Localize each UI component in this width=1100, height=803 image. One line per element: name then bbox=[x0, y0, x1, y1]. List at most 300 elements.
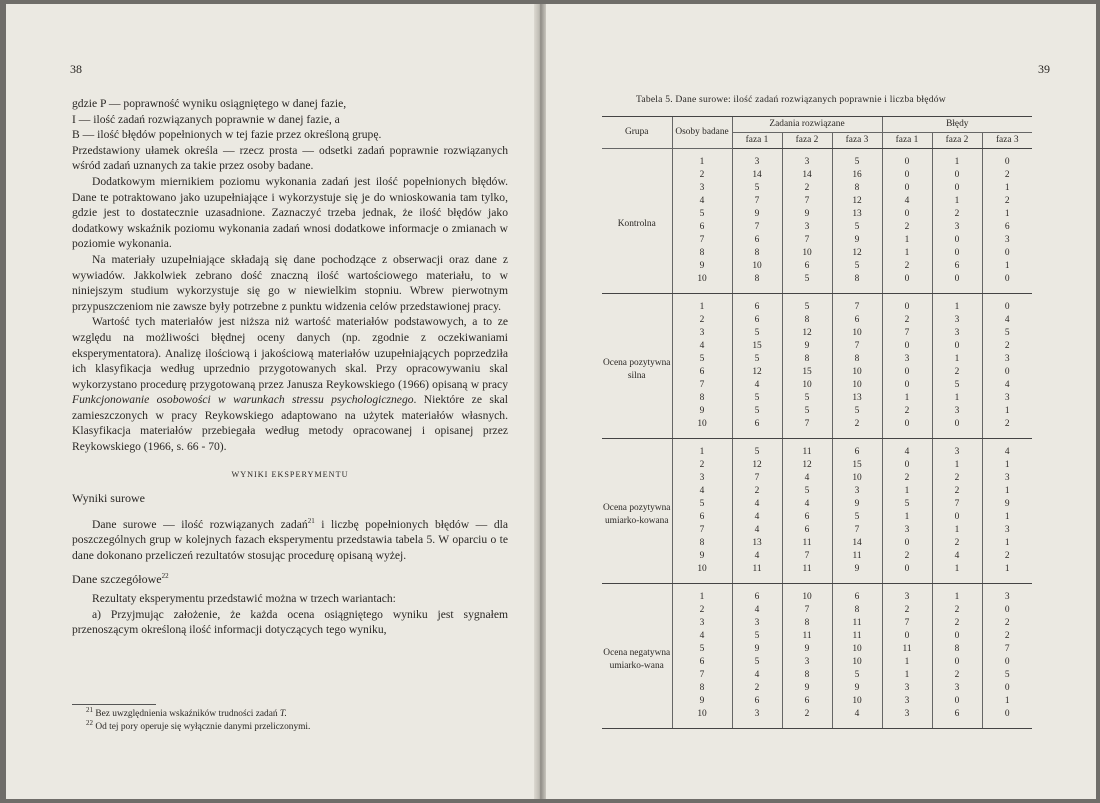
table-cell: 7 bbox=[882, 327, 932, 340]
table-body bbox=[602, 149, 1032, 729]
table-cell: 2 bbox=[982, 617, 1032, 630]
table-cell: 1 bbox=[672, 301, 732, 314]
header-osoby: Osoby badane bbox=[672, 117, 732, 149]
table-cell: 0 bbox=[982, 682, 1032, 695]
header-zadania-faza2: faza 2 bbox=[782, 133, 832, 149]
table-cell: 7 bbox=[782, 418, 832, 431]
table-cell: 9 bbox=[672, 405, 732, 418]
table-cell: 5 bbox=[832, 221, 882, 234]
table-cell: 6 bbox=[782, 260, 832, 273]
table-cell: 5 bbox=[782, 405, 832, 418]
table-row bbox=[602, 156, 1032, 169]
table-cell: 1 bbox=[932, 524, 982, 537]
table-cell: 1 bbox=[932, 392, 982, 405]
table-cell: 1 bbox=[932, 301, 982, 314]
table-cell: 5 bbox=[732, 630, 782, 643]
table-cell: 6 bbox=[982, 221, 1032, 234]
table-cell: 4 bbox=[982, 314, 1032, 327]
table-cell: 4 bbox=[782, 472, 832, 485]
table-cell: 0 bbox=[882, 340, 932, 353]
table-cell: 7 bbox=[672, 524, 732, 537]
book-gutter bbox=[534, 4, 546, 799]
table-cell: 2 bbox=[882, 472, 932, 485]
table-cell: 6 bbox=[732, 695, 782, 708]
table-cell: 15 bbox=[732, 340, 782, 353]
table-cell: 2 bbox=[672, 604, 732, 617]
table-cell: 0 bbox=[932, 630, 982, 643]
table-cell: 11 bbox=[832, 550, 882, 563]
table-cell: 1 bbox=[982, 537, 1032, 550]
table-cell: 13 bbox=[832, 208, 882, 221]
footnote bbox=[86, 705, 506, 721]
table-cell: 12 bbox=[732, 366, 782, 379]
table-cell: 2 bbox=[932, 537, 982, 550]
table-cell: 1 bbox=[882, 669, 932, 682]
table-cell: 4 bbox=[732, 524, 782, 537]
table-cell: 1 bbox=[982, 485, 1032, 498]
table-cell: 2 bbox=[932, 485, 982, 498]
table-cell: 0 bbox=[982, 247, 1032, 260]
table-cell: 5 bbox=[832, 511, 882, 524]
table-cell: 8 bbox=[672, 682, 732, 695]
table-cell: 4 bbox=[782, 498, 832, 511]
group-spacer bbox=[602, 439, 1032, 447]
table-cell: 3 bbox=[932, 682, 982, 695]
footnote bbox=[86, 718, 506, 734]
table-cell: 0 bbox=[982, 656, 1032, 669]
table-cell: 0 bbox=[882, 366, 932, 379]
table-cell: 3 bbox=[672, 472, 732, 485]
table-row bbox=[602, 301, 1032, 314]
table-cell: 3 bbox=[732, 156, 782, 169]
table-cell: 7 bbox=[832, 340, 882, 353]
table-cell: 4 bbox=[672, 195, 732, 208]
table-cell: 11 bbox=[882, 643, 932, 656]
header-bledy-faza2: faza 2 bbox=[932, 133, 982, 149]
table-cell: 0 bbox=[932, 511, 982, 524]
table-cell: 5 bbox=[782, 485, 832, 498]
header-zadania: Zadania rozwiązane bbox=[732, 117, 882, 133]
table-cell: 8 bbox=[782, 617, 832, 630]
header-zadania-faza3: faza 3 bbox=[832, 133, 882, 149]
paragraph: Przedstawiony ułamek określa — rzecz prosta — odsetki zadań poprawnie rozwiązanych wśród zadań uznanych za takie przez osoby badane. bbox=[72, 143, 508, 173]
header-bledy: Błędy bbox=[882, 117, 1032, 133]
table-cell: 6 bbox=[782, 695, 832, 708]
paragraph bbox=[72, 517, 508, 564]
table-cell: 10 bbox=[672, 273, 732, 286]
table-cell: 0 bbox=[882, 630, 932, 643]
paragraph: Rezultaty eksperymentu przedstawić można w trzech wariantach: bbox=[92, 592, 396, 606]
table-cell: 0 bbox=[982, 156, 1032, 169]
table-cell: 9 bbox=[782, 340, 832, 353]
table-cell: 3 bbox=[832, 485, 882, 498]
table-cell: 7 bbox=[832, 301, 882, 314]
table-cell: 7 bbox=[672, 379, 732, 392]
table-cell: 1 bbox=[672, 156, 732, 169]
table-cell: 3 bbox=[932, 314, 982, 327]
table-cell: 7 bbox=[982, 643, 1032, 656]
table-cell: 4 bbox=[982, 379, 1032, 392]
table-cell: 3 bbox=[932, 405, 982, 418]
table-cell: 1 bbox=[982, 695, 1032, 708]
footnote-divider bbox=[72, 704, 156, 705]
subheading: Wyniki surowe bbox=[72, 491, 145, 506]
table-cell: 10 bbox=[782, 591, 832, 604]
table-cell: 5 bbox=[782, 301, 832, 314]
table-cell: 3 bbox=[882, 353, 932, 366]
table-cell: 1 bbox=[882, 247, 932, 260]
table-cell: 0 bbox=[882, 169, 932, 182]
table-cell: 2 bbox=[932, 208, 982, 221]
table-cell: 5 bbox=[672, 353, 732, 366]
table-cell: 0 bbox=[982, 604, 1032, 617]
table-cell: 8 bbox=[832, 353, 882, 366]
table-cell: 3 bbox=[932, 221, 982, 234]
table-cell: 8 bbox=[932, 643, 982, 656]
table-cell: 0 bbox=[932, 169, 982, 182]
table-cell: 6 bbox=[932, 708, 982, 721]
table-cell: 9 bbox=[782, 643, 832, 656]
table-cell: 1 bbox=[932, 563, 982, 576]
table-cell: 10 bbox=[832, 643, 882, 656]
table-cell: 14 bbox=[732, 169, 782, 182]
table-cell: 3 bbox=[982, 472, 1032, 485]
table-cell: 1 bbox=[982, 260, 1032, 273]
table-cell: 0 bbox=[882, 273, 932, 286]
table-cell: 3 bbox=[672, 327, 732, 340]
table-cell: 6 bbox=[832, 314, 882, 327]
book-spread bbox=[6, 4, 1096, 799]
table-cell: 3 bbox=[982, 524, 1032, 537]
table-cell: 6 bbox=[832, 446, 882, 459]
table-caption: Tabela 5. Dane surowe: ilość zadań rozwiązanych poprawnie i liczba błędów bbox=[636, 94, 946, 105]
table-cell: 2 bbox=[732, 485, 782, 498]
table-cell: 13 bbox=[832, 392, 882, 405]
table-cell: 2 bbox=[732, 682, 782, 695]
table-cell: 5 bbox=[672, 208, 732, 221]
table-cell: 1 bbox=[982, 182, 1032, 195]
table-cell: 15 bbox=[832, 459, 882, 472]
table-cell: 5 bbox=[732, 327, 782, 340]
table-cell: 6 bbox=[732, 418, 782, 431]
table-cell: 10 bbox=[672, 563, 732, 576]
table-cell: 1 bbox=[882, 234, 932, 247]
table-cell: 14 bbox=[782, 169, 832, 182]
table-cell: 11 bbox=[782, 537, 832, 550]
group-spacer bbox=[602, 149, 1032, 157]
table-cell: 1 bbox=[982, 208, 1032, 221]
table-cell: 0 bbox=[932, 695, 982, 708]
table-cell: 5 bbox=[732, 353, 782, 366]
table-cell: 3 bbox=[732, 617, 782, 630]
table-cell: 5 bbox=[832, 156, 882, 169]
table-cell: 8 bbox=[672, 537, 732, 550]
table-cell: 8 bbox=[832, 604, 882, 617]
table-cell: 6 bbox=[732, 301, 782, 314]
table-cell: 10 bbox=[832, 327, 882, 340]
table-cell: 1 bbox=[882, 656, 932, 669]
table-cell: 11 bbox=[832, 630, 882, 643]
table-cell: 1 bbox=[932, 591, 982, 604]
group-spacer bbox=[602, 294, 1032, 302]
table-cell: 1 bbox=[932, 353, 982, 366]
table-cell: 0 bbox=[882, 208, 932, 221]
table-cell: 2 bbox=[882, 405, 932, 418]
table-cell: 8 bbox=[732, 273, 782, 286]
table-cell: 4 bbox=[832, 708, 882, 721]
footnote-text: Bez uwzględnienia wskaźników trudności zadań bbox=[93, 709, 280, 719]
table-cell: 6 bbox=[732, 591, 782, 604]
table-cell: 4 bbox=[732, 604, 782, 617]
subheading bbox=[72, 572, 508, 588]
table-cell: 0 bbox=[882, 537, 932, 550]
table-cell: 9 bbox=[832, 498, 882, 511]
table-cell: 0 bbox=[882, 301, 932, 314]
table-cell: 3 bbox=[882, 524, 932, 537]
table-cell: 10 bbox=[782, 379, 832, 392]
table-cell: 5 bbox=[832, 260, 882, 273]
table-cell: 3 bbox=[982, 234, 1032, 247]
table-cell: 1 bbox=[932, 156, 982, 169]
table-cell: 2 bbox=[882, 221, 932, 234]
table-cell: 7 bbox=[732, 195, 782, 208]
table-cell: 6 bbox=[782, 511, 832, 524]
table-cell: 4 bbox=[732, 550, 782, 563]
table-cell: 2 bbox=[882, 314, 932, 327]
table-cell: 2 bbox=[932, 472, 982, 485]
paragraph: Na materiały uzupełniające składają się dane pochodzące z obserwacji oraz dane z wywiadów. Jakkolwiek zebrano dość znaczną ilość wartościowego materiału, to w niniejszym studium wykorzystuje się go w niewielkim stopniu. Wbrew pierwotnym przypuszczeniom nie zawsze były potrzebne z punktu widzenia celów przedstawionej pracy. bbox=[72, 252, 508, 313]
table-cell: 0 bbox=[982, 708, 1032, 721]
table-row bbox=[602, 591, 1032, 604]
table-cell: 7 bbox=[782, 550, 832, 563]
paragraph-text: . Niektóre ze skal zamieszczonych w pracy Reykowskiego adaptowano na użytek materiałów własnych. Klasyfikacja materiałów przebiegała według metody opracowanej i opisanej przez Reykowskiego (1966, s. 66 - 70). bbox=[72, 393, 508, 454]
table-cell: 0 bbox=[932, 656, 982, 669]
table-cell: 12 bbox=[832, 247, 882, 260]
table-cell: 5 bbox=[732, 405, 782, 418]
text-line: gdzie P — poprawność wyniku osiągniętego w danej fazie, bbox=[72, 97, 347, 110]
table-cell: 5 bbox=[982, 327, 1032, 340]
table-cell: 10 bbox=[832, 472, 882, 485]
table-cell: 4 bbox=[982, 446, 1032, 459]
table-cell: 5 bbox=[732, 392, 782, 405]
table-cell: 8 bbox=[782, 669, 832, 682]
table-cell: 2 bbox=[832, 418, 882, 431]
table-cell: 9 bbox=[672, 550, 732, 563]
table-cell: 4 bbox=[672, 340, 732, 353]
table-cell: 9 bbox=[832, 563, 882, 576]
table-cell: 3 bbox=[782, 156, 832, 169]
table-cell: 7 bbox=[672, 669, 732, 682]
table-cell: 2 bbox=[782, 708, 832, 721]
table-cell: 0 bbox=[982, 273, 1032, 286]
table-cell: 6 bbox=[832, 591, 882, 604]
left-page bbox=[6, 4, 534, 799]
table-cell: 8 bbox=[832, 273, 882, 286]
table-cell: 6 bbox=[732, 314, 782, 327]
table-cell: 3 bbox=[932, 446, 982, 459]
header-zadania-faza1: faza 1 bbox=[732, 133, 782, 149]
table-cell: 4 bbox=[672, 630, 732, 643]
table-cell: 10 bbox=[832, 379, 882, 392]
text-line: B — ilość błędów popełnionych w tej fazie przez określoną grupę. bbox=[72, 128, 382, 142]
table-cell: 5 bbox=[672, 643, 732, 656]
table-cell: 5 bbox=[782, 392, 832, 405]
table-cell: 1 bbox=[982, 563, 1032, 576]
table-cell: 8 bbox=[832, 182, 882, 195]
table-cell: 3 bbox=[882, 708, 932, 721]
table-cell: 2 bbox=[782, 182, 832, 195]
table-cell: 0 bbox=[882, 418, 932, 431]
table-cell: 6 bbox=[932, 260, 982, 273]
table-cell: 5 bbox=[982, 669, 1032, 682]
table-cell: 4 bbox=[882, 195, 932, 208]
table-cell: 12 bbox=[832, 195, 882, 208]
table-cell: 0 bbox=[932, 247, 982, 260]
table-cell: 9 bbox=[672, 695, 732, 708]
subheading-text: Dane szczegółowe bbox=[72, 571, 162, 586]
table-cell: 3 bbox=[672, 182, 732, 195]
table-cell: 0 bbox=[932, 340, 982, 353]
body-text bbox=[72, 96, 508, 638]
table-cell: 16 bbox=[832, 169, 882, 182]
table-cell: 2 bbox=[932, 669, 982, 682]
table-cell: 9 bbox=[732, 643, 782, 656]
table-cell: 8 bbox=[672, 392, 732, 405]
right-page bbox=[546, 4, 1096, 799]
page-number: 39 bbox=[1038, 62, 1050, 76]
table-cell: 2 bbox=[982, 169, 1032, 182]
table-cell: 9 bbox=[732, 208, 782, 221]
table-cell: 7 bbox=[672, 234, 732, 247]
footnote-ref: 22 bbox=[161, 571, 169, 580]
table-cell: 2 bbox=[982, 195, 1032, 208]
table-cell: 0 bbox=[932, 273, 982, 286]
header-grupa: Grupa bbox=[602, 117, 672, 149]
table-cell: 10 bbox=[672, 708, 732, 721]
paragraph-text: i liczbę popełnionych błędów — dla poszczególnych grup w kolejnych fazach eksperymentu przedstawia tabela 5. W oparciu o te dane dokonano przeliczeń rezultatów stosując procedurę opisaną wyżej. bbox=[72, 517, 508, 563]
table-cell: 5 bbox=[832, 669, 882, 682]
table-cell: 8 bbox=[782, 314, 832, 327]
table-cell: 8 bbox=[732, 247, 782, 260]
table-cell: 9 bbox=[672, 260, 732, 273]
table-cell: 14 bbox=[832, 537, 882, 550]
table-cell: 2 bbox=[672, 169, 732, 182]
text-line: I — ilość zadań rozwiązanych poprawnie w danej fazie, a bbox=[72, 112, 340, 126]
table-cell: 7 bbox=[782, 195, 832, 208]
table-cell: 0 bbox=[982, 366, 1032, 379]
table-cell: 6 bbox=[782, 524, 832, 537]
table-cell: 4 bbox=[732, 498, 782, 511]
footnotes bbox=[86, 705, 506, 734]
table-cell: 0 bbox=[882, 563, 932, 576]
table-cell: 13 bbox=[732, 537, 782, 550]
group-spacer bbox=[602, 584, 1032, 592]
table-cell: 0 bbox=[932, 234, 982, 247]
table-cell: 3 bbox=[882, 695, 932, 708]
footnote-number: 21 bbox=[86, 705, 93, 714]
table-row bbox=[602, 446, 1032, 459]
table-cell: 0 bbox=[982, 301, 1032, 314]
table-cell: 1 bbox=[672, 446, 732, 459]
table-cell: 1 bbox=[882, 485, 932, 498]
table-cell: 10 bbox=[832, 366, 882, 379]
table-cell: 3 bbox=[882, 682, 932, 695]
paragraph-text: Dane surowe — ilość rozwiązanych zadań bbox=[92, 517, 308, 531]
table-cell: 1 bbox=[672, 591, 732, 604]
table-cell: 7 bbox=[732, 221, 782, 234]
table-cell: 4 bbox=[882, 446, 932, 459]
table-cell: 10 bbox=[782, 247, 832, 260]
section-heading: WYNIKI EKSPERYMENTU bbox=[231, 469, 349, 479]
table-cell: 6 bbox=[672, 656, 732, 669]
table-cell: 11 bbox=[832, 617, 882, 630]
table-cell: 3 bbox=[932, 327, 982, 340]
table-cell: 4 bbox=[732, 379, 782, 392]
table-cell: 5 bbox=[732, 182, 782, 195]
table-cell: 5 bbox=[732, 656, 782, 669]
table-cell: 2 bbox=[982, 550, 1032, 563]
page-number: 38 bbox=[70, 62, 82, 76]
table-cell: 6 bbox=[672, 366, 732, 379]
table-cell: 9 bbox=[782, 208, 832, 221]
table-cell: 12 bbox=[782, 459, 832, 472]
table-cell: 5 bbox=[882, 498, 932, 511]
table-cell: 0 bbox=[932, 182, 982, 195]
footnote-number: 22 bbox=[86, 718, 93, 727]
table-cell: 9 bbox=[982, 498, 1032, 511]
table-cell: 2 bbox=[982, 418, 1032, 431]
group-label: Ocena pozytywna silna bbox=[602, 301, 672, 439]
table-cell: 3 bbox=[982, 392, 1032, 405]
table-cell: 6 bbox=[672, 221, 732, 234]
table-cell: 12 bbox=[732, 459, 782, 472]
table-cell: 4 bbox=[932, 550, 982, 563]
table-cell: 2 bbox=[882, 550, 932, 563]
table-cell: 2 bbox=[672, 314, 732, 327]
group-label: Ocena pozytywna umiarko-kowana bbox=[602, 446, 672, 584]
table-cell: 8 bbox=[782, 353, 832, 366]
table-cell: 6 bbox=[732, 234, 782, 247]
table-cell: 2 bbox=[882, 260, 932, 273]
table-cell: 3 bbox=[782, 221, 832, 234]
table-cell: 7 bbox=[882, 617, 932, 630]
table-cell: 10 bbox=[832, 695, 882, 708]
table-cell: 4 bbox=[732, 511, 782, 524]
table-cell: 10 bbox=[732, 260, 782, 273]
table-cell: 10 bbox=[832, 656, 882, 669]
table-cell: 2 bbox=[882, 604, 932, 617]
table-cell: 0 bbox=[882, 379, 932, 392]
group-label: Kontrolna bbox=[602, 156, 672, 294]
table-cell: 10 bbox=[672, 418, 732, 431]
table-cell: 1 bbox=[932, 459, 982, 472]
table-cell: 9 bbox=[832, 234, 882, 247]
table-cell: 4 bbox=[672, 485, 732, 498]
table-cell: 5 bbox=[782, 273, 832, 286]
table-cell: 11 bbox=[782, 630, 832, 643]
footnote-ref: 21 bbox=[307, 516, 315, 525]
table-cell: 2 bbox=[932, 366, 982, 379]
footnote-text: Od tej pory operuje się wyłącznie danymi przeliczonymi. bbox=[93, 722, 311, 732]
table-cell: 5 bbox=[732, 446, 782, 459]
header-bledy-faza1: faza 1 bbox=[882, 133, 932, 149]
table-cell: 15 bbox=[782, 366, 832, 379]
table-cell: 7 bbox=[832, 524, 882, 537]
table-cell: 1 bbox=[982, 511, 1032, 524]
table-cell: 1 bbox=[982, 459, 1032, 472]
table-cell: 0 bbox=[932, 418, 982, 431]
data-table bbox=[602, 116, 1032, 729]
